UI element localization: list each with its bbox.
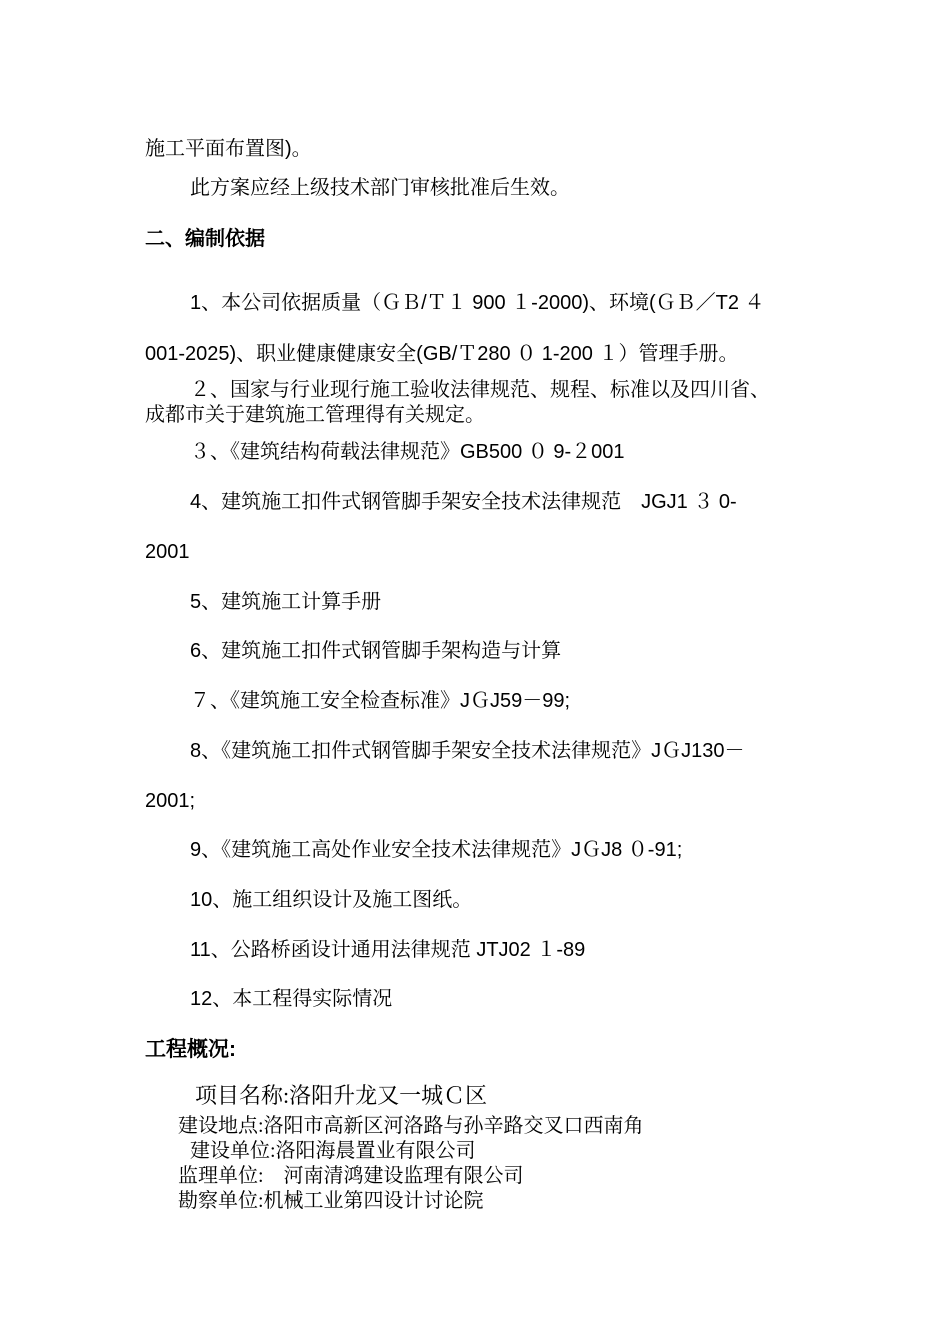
basis-item-8a: 8、《建筑施工扣件式钢管脚手架安全技术法律规范》JＧJ130－	[190, 740, 745, 762]
basis-item-3: ３、《建筑结构荷载法律规范》GB500 ０ 9-２001	[190, 441, 625, 463]
basis-item-2b: 成都市关于建筑施工管理得有关规定。	[145, 404, 485, 426]
basis-item-9: 9、《建筑施工高处作业安全技术法律规范》JＧJ8 ０-91;	[190, 839, 683, 861]
project-name: 项目名称:洛阳升龙又一城Ｃ区	[195, 1083, 488, 1108]
intro-line-1: 施工平面布置图)。	[145, 138, 312, 160]
basis-item-8b: 2001;	[145, 790, 196, 812]
project-location: 建设地点:洛阳市高新区河洛路与孙辛路交叉口西南角	[178, 1115, 644, 1137]
project-builder: 建设单位:洛阳海晨置业有限公司	[190, 1140, 476, 1162]
basis-item-6: 6、建筑施工扣件式钢管脚手架构造与计算	[190, 640, 562, 662]
basis-item-4a: 4、建筑施工扣件式钢管脚手架安全技术法律规范 JGJ1 ３ 0-	[190, 491, 737, 513]
basis-item-1a: 1、本公司依据质量（ＧＢ/Ｔ１ 900 １-2000)、环境(ＧＢ／T2 ４	[190, 292, 765, 314]
basis-item-2a: ２、国家与行业现行施工验收法律规范、规程、标准以及四川省、	[190, 379, 770, 401]
section-heading-basis: 二、编制依据	[145, 228, 265, 250]
project-supervisor: 监理单位: 河南清鸿建设监理有限公司	[178, 1165, 524, 1187]
basis-item-11: 11、公路桥函设计通用法律规范 JTJ02 １-89	[190, 939, 586, 961]
section-heading-overview: 工程概况:	[145, 1038, 236, 1061]
basis-item-10: 10、施工组织设计及施工图纸。	[190, 889, 473, 911]
basis-item-5: 5、建筑施工计算手册	[190, 591, 382, 613]
basis-item-12: 12、本工程得实际情况	[190, 988, 393, 1010]
project-surveyor: 勘察单位:机械工业第四设计讨论院	[178, 1190, 484, 1212]
basis-item-1b: 001-2025)、职业健康健康安全(GB/Ｔ280 ０ 1-200 １）管理手册。	[145, 343, 739, 365]
intro-line-2: 此方案应经上级技术部门审核批准后生效。	[190, 177, 570, 199]
basis-item-4b: 2001	[145, 541, 190, 563]
basis-item-7: ７、《建筑施工安全检查标准》JＧJ59－99;	[190, 690, 571, 712]
